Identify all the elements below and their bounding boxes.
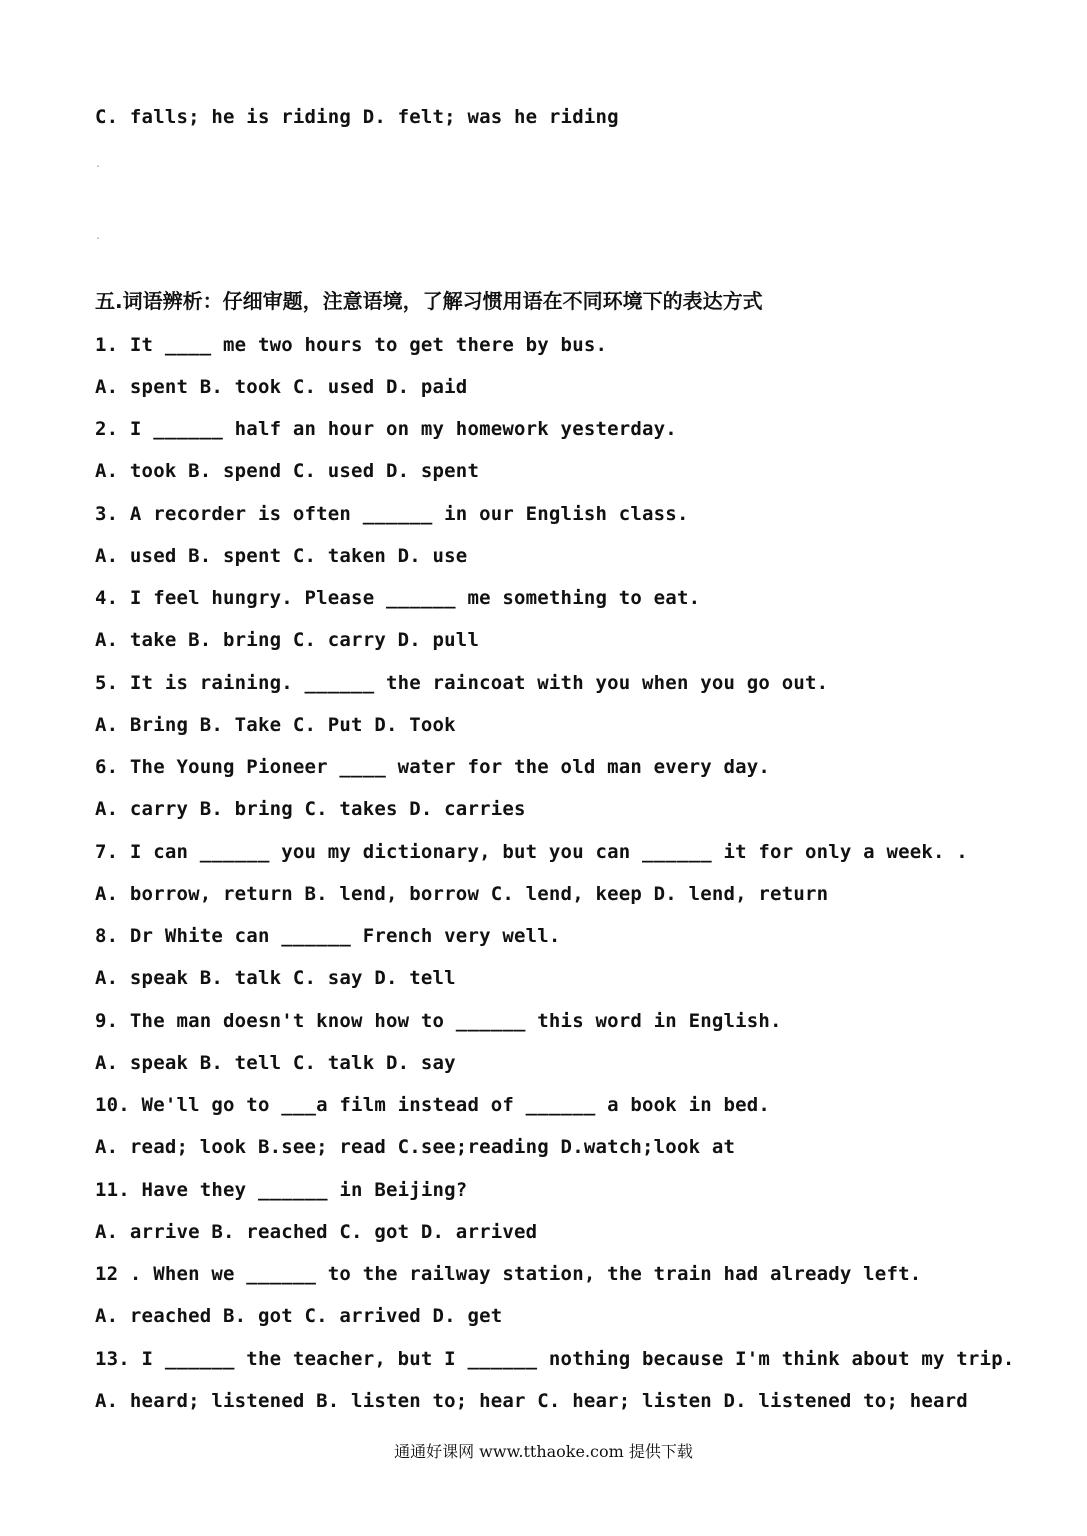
page-footer: 通通好课网 www.tthaoke.com 提供下载 xyxy=(394,1442,693,1461)
question-options: A. took B. spend C. used D. spent xyxy=(95,460,480,482)
option-line-top: C. falls; he is riding D. felt; was he riding xyxy=(95,106,619,128)
question-options: A. borrow, return B. lend, borrow C. lend, keep D. lend, return xyxy=(95,883,829,905)
question-options: A. Bring B. Take C. Put D. Took xyxy=(95,714,456,736)
question-stem: 7. I can ______ you my dictionary, but you can ______ it for only a week. . xyxy=(95,841,968,863)
question-options: A. carry B. bring C. takes D. carries xyxy=(95,798,526,820)
question-stem: 12 . When we ______ to the railway station, the train had already left. xyxy=(95,1263,922,1285)
question-stem: 2. I ______ half an hour on my homework yesterday. xyxy=(95,418,677,440)
question-options: A. heard; listened B. listen to; hear C. hear; listen D. listened to; heard xyxy=(95,1390,968,1412)
question-stem: 5. It is raining. ______ the raincoat with you when you go out. xyxy=(95,672,829,694)
question-options: A. read; look B.see; read C.see;reading D.watch;look at xyxy=(95,1136,736,1158)
question-stem: 8. Dr White can ______ French very well. xyxy=(95,925,561,947)
question-stem: 6. The Young Pioneer ____ water for the old man every day. xyxy=(95,756,771,778)
question-options: A. arrive B. reached C. got D. arrived xyxy=(95,1221,538,1243)
question-options: A. reached B. got C. arrived D. get xyxy=(95,1305,503,1327)
section-heading: 五.词语辨析：仔细审题，注意语境，了解习惯用语在不同环境下的表达方式 xyxy=(95,289,763,313)
question-options: A. used B. spent C. taken D. use xyxy=(95,545,468,567)
empty-paragraph-mark: . xyxy=(95,231,102,242)
question-stem: 1. It ____ me two hours to get there by bus. xyxy=(95,334,608,356)
question-stem: 10. We'll go to ___a film instead of ______ a book in bed. xyxy=(95,1094,771,1116)
question-options: A. spent B. took C. used D. paid xyxy=(95,376,468,398)
question-stem: 3. A recorder is often ______ in our English class. xyxy=(95,503,689,525)
question-options: A. speak B. tell C. talk D. say xyxy=(95,1052,456,1074)
question-stem: 4. I feel hungry. Please ______ me something to eat. xyxy=(95,587,701,609)
question-options: A. take B. bring C. carry D. pull xyxy=(95,629,480,651)
question-options: A. speak B. talk C. say D. tell xyxy=(95,967,456,989)
question-stem: 11. Have they ______ in Beijing? xyxy=(95,1179,468,1201)
empty-paragraph-mark: . xyxy=(95,159,102,170)
question-stem: 9. The man doesn't know how to ______ this word in English. xyxy=(95,1010,782,1032)
question-stem: 13. I ______ the teacher, but I ______ nothing because I'm think about my trip. xyxy=(95,1348,1015,1370)
